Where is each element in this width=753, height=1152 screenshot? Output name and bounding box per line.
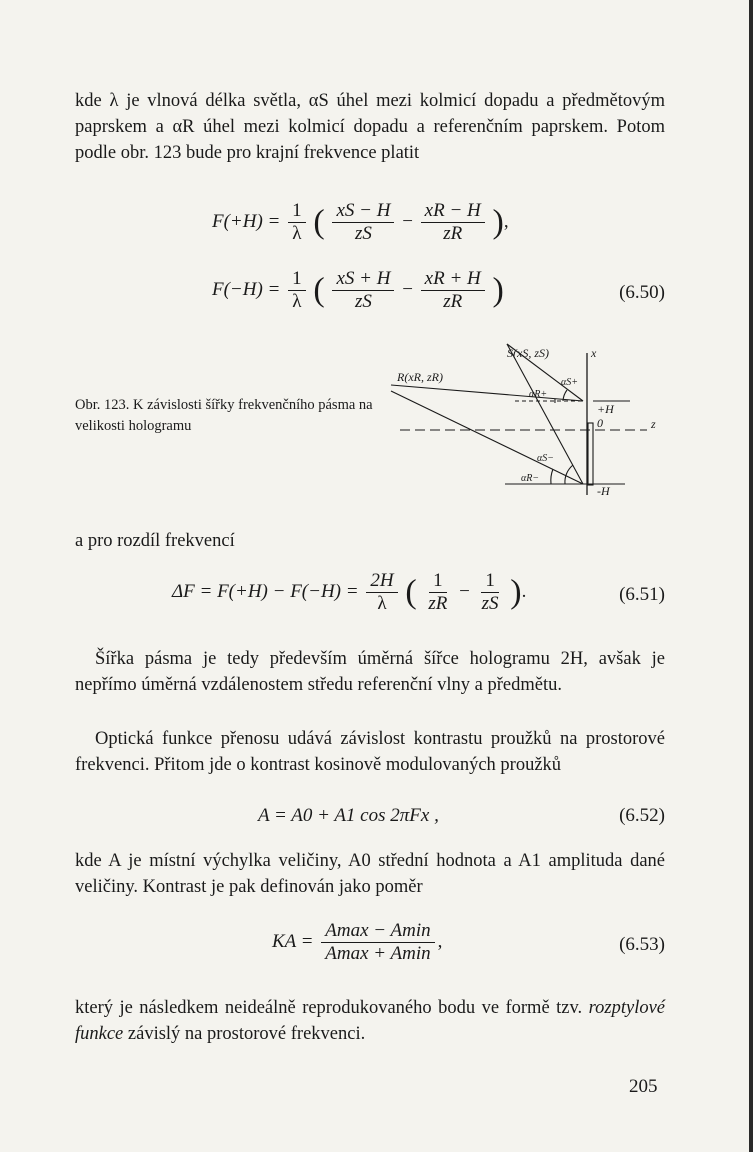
eq651-frac-zr: $\frac{1}{zR}$ <box>428 570 448 614</box>
figure-caption-text: Obr. 123. K závislosti šířky frekvenčního pásma na velikosti hologramu <box>75 397 373 434</box>
paragraph-6-emphasis: rozptylové funkce <box>75 998 666 1044</box>
eq-minus-minus: − <box>402 278 413 300</box>
paragraph-4-text: Optická funkce přenosu udává závislost kontrastu proužků na prostorové frekvenci. Přitom jde o kontrast kosinově modulovaných proužků <box>75 729 665 775</box>
paragraph-6-part-b: závislý na prostorové frekvenci. <box>127 1024 366 1044</box>
eq651-frac-zs: $\frac{1}{zS}$ <box>481 570 499 614</box>
eq652-text: A = A0 + A1 cos 2πFx , <box>258 805 439 826</box>
eq653-comma: , <box>437 930 443 952</box>
label-alpha-s-minus: αS− <box>537 453 554 464</box>
paragraph-6-part-a: který je následkem neideálně reprodukovaného bodu ve formě tzv. <box>75 998 583 1018</box>
page-edge <box>749 0 753 1152</box>
eq651-rparen: ) <box>510 573 522 611</box>
paragraph-3 <box>75 646 665 698</box>
page-number: 205 <box>629 1076 658 1097</box>
equation-6-52 <box>258 805 439 827</box>
label-s: S(xS, zS) <box>507 346 549 360</box>
eq651-lparen: ( <box>405 573 417 611</box>
hologram <box>588 423 593 485</box>
eq651-lhs: ΔF = F(+H) − F(−H) = <box>172 580 359 602</box>
figure-123-diagram <box>385 335 675 510</box>
equation-number-6-50: (6.50) <box>619 282 665 303</box>
label-x: x <box>591 346 597 360</box>
label-plus-h: +H <box>597 402 614 416</box>
arc-s-minus <box>565 465 573 484</box>
paragraph-5-text: kde A je místní výchylka veličiny, A0 střední hodnota a A1 amplituda dané veličiny. Kontrast je pak definován jako poměr <box>75 851 665 897</box>
eq-minus-lhs: F(−H) = <box>212 278 281 300</box>
equation-6-51 <box>172 570 526 615</box>
paragraph-6-text <box>75 995 665 1047</box>
paragraph-6 <box>75 995 665 1047</box>
paragraph-2-text: a pro rozdíl frekvencí <box>75 531 235 551</box>
eq-minus-lparen: ( <box>313 271 325 309</box>
arc-r-minus <box>551 469 553 484</box>
label-alpha-r-plus: αR+ <box>529 389 548 400</box>
paragraph-1-text: kde λ je vlnová délka světla, αS úhel mezi kolmicí dopadu a předmětovým paprskem a αR úhel mezi kolmicí dopadu a referenčním paprskem. Potom podle obr. 123 bude pro krajní frekvence platit <box>75 91 665 163</box>
eq-plus-comma: , <box>503 210 509 232</box>
equation-number-6-51: (6.51) <box>619 584 665 605</box>
eq-minus-frac-r: $\frac{xR + H}{zR}$ <box>421 268 485 313</box>
eq-plus-lhs: F(+H) = <box>212 210 281 232</box>
paragraph-4 <box>75 726 665 778</box>
eq-minus-inv-lambda: $\frac{1}{\lambda}$ <box>288 268 306 313</box>
eq-plus-rparen: ) <box>492 203 504 241</box>
eq653-lhs: KA = <box>272 930 314 952</box>
eq651-frac-2h-lambda: $\frac{2H}{\lambda}$ <box>366 570 397 615</box>
paragraph-3-text: Šířka pásma je tedy především úměrná šířce hologramu 2H, avšak je nepřímo úměrná vzdálenostem středu referenční vlny a předmětu. <box>75 649 665 695</box>
eq651-minus: − <box>459 580 470 602</box>
eq-plus-inv-lambda: $\frac{1}{\lambda}$ <box>288 200 306 245</box>
eq-plus-lparen: ( <box>313 203 325 241</box>
equation-f-minus <box>212 268 504 313</box>
equation-6-53 <box>272 920 442 965</box>
eq-minus-frac-s: $\frac{xS + H}{zS}$ <box>332 268 394 313</box>
label-alpha-r-minus: αR− <box>521 473 540 484</box>
label-z: z <box>651 417 656 431</box>
equation-number-6-53: (6.53) <box>619 934 665 955</box>
equation-f-plus <box>212 200 509 245</box>
eq-plus-minus: − <box>402 210 413 232</box>
eq-plus-frac-s: $\frac{xS - H}{zS}$ <box>332 200 394 245</box>
ray-r-plus <box>391 385 583 401</box>
ray-r-minus <box>391 391 583 484</box>
paragraph-2 <box>75 528 665 554</box>
label-origin: 0 <box>597 416 603 430</box>
label-r: R(xR, zR) <box>397 370 443 384</box>
label-alpha-s-plus: αS+ <box>561 377 578 388</box>
equation-number-6-52: (6.52) <box>619 805 665 826</box>
eq651-period: . <box>521 580 527 602</box>
paragraph-1 <box>75 88 665 166</box>
label-minus-h: -H <box>597 484 610 498</box>
eq-minus-rparen: ) <box>492 271 504 309</box>
figure-caption <box>75 395 375 437</box>
eq653-fraction: $\frac{Amax - Amin}{Amax + Amin}$ <box>321 920 434 965</box>
paragraph-5 <box>75 848 665 900</box>
eq-plus-frac-r: $\frac{xR - H}{zR}$ <box>421 200 485 245</box>
